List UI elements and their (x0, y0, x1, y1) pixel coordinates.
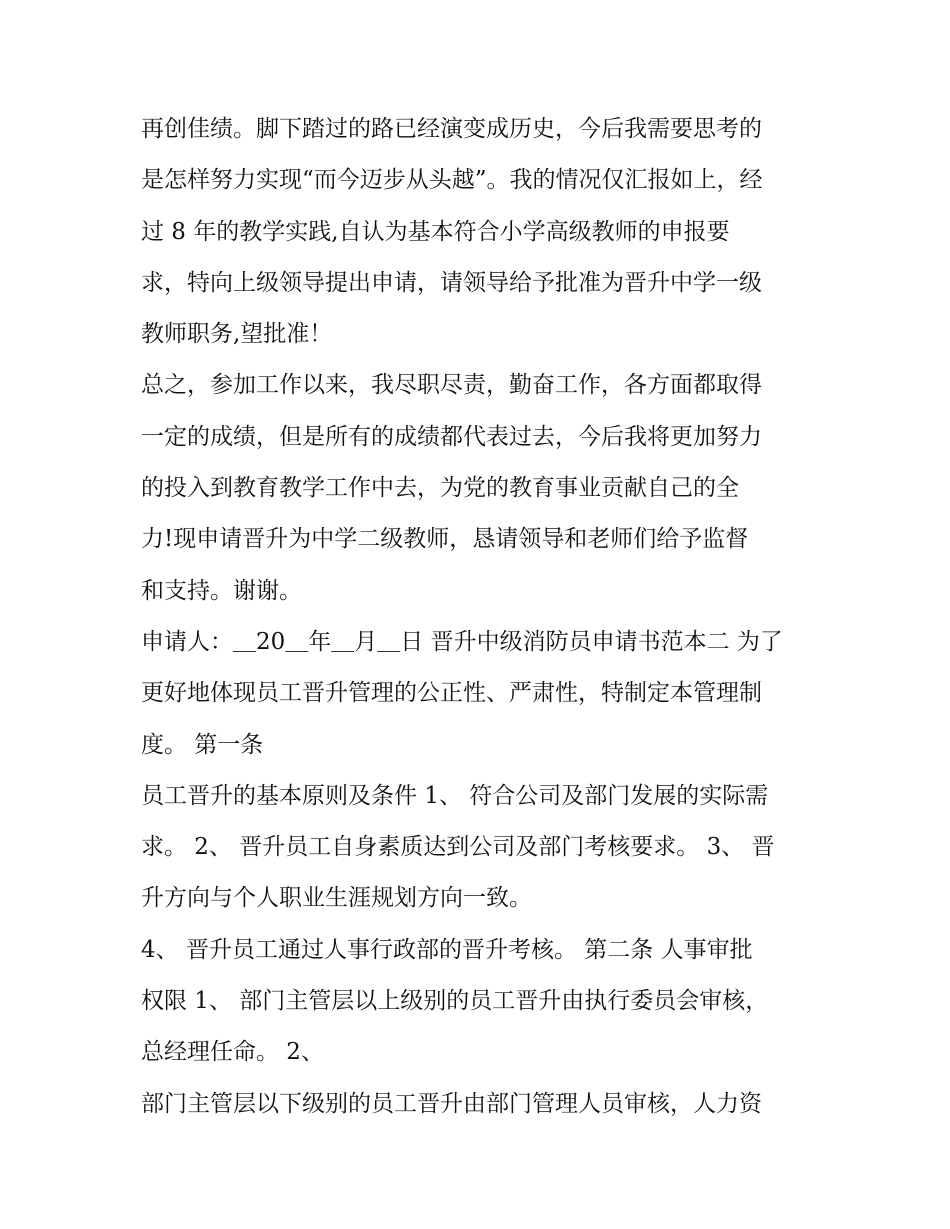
text-line: 4、 晋升员工通过人事行政部的晋升考核。 第二条 人事审批 (141, 936, 753, 963)
text-line: 求。 2、 晋升员工自身素质达到公司及部门考核要求。 3、 晋 (141, 834, 775, 861)
document-body (141, 104, 821, 1130)
text-line: 部门主管层以下级别的员工晋升由部门管理人员审核，人力资 (141, 1090, 762, 1117)
text-line: 再创佳绩。脚下踏过的路已经演变成历史，今后我需要思考的 (141, 116, 762, 142)
text-line: 是怎样努力实现“而今迈步从头越”。我的情况仅汇报如上，经 (141, 167, 763, 194)
text-line: 和支持。谢谢。 (141, 577, 302, 604)
text-line: 教师职务,望批准！ (141, 321, 333, 348)
text-line: 力!现申请晋升为中学二级教师，恳请领导和老师们给予监督 (141, 526, 749, 553)
text-line: 总经理任命。 2、 (141, 1039, 324, 1066)
text-line: 总之，参加工作以来，我尽职尽责，勤奋工作，各方面都取得 (141, 372, 762, 399)
text-line: 更好地体现员工晋升管理的公正性、严肃性，特制定本管理制 (141, 680, 762, 707)
text-line: 权限 1、 部门主管层以上级别的员工晋升由执行委员会审核， (141, 988, 769, 1015)
text-line: 度。 第一条 (141, 731, 264, 758)
text-line: 求，特向上级领导提出申请，请领导给予批准为晋升中学一级 (141, 269, 762, 296)
text-line: 的投入到教育教学工作中去，为党的教育事业贡献自己的全 (141, 475, 739, 502)
text-line: 一定的成绩，但是所有的成绩都代表过去，今后我将更加努力 (141, 423, 762, 450)
text-line: 升方向与个人职业生涯规划方向一致。 (141, 885, 532, 912)
text-line: 过 8 年的教学实践,自认为基本符合小学高级教师的申报要 (141, 218, 730, 245)
text-line: 申请人：＿20＿年＿月＿日 晋升中级消防员申请书范本二 为了 (141, 628, 783, 655)
text-line: 员工晋升的基本原则及条件 1、 符合公司及部门发展的实际需 (141, 782, 769, 809)
